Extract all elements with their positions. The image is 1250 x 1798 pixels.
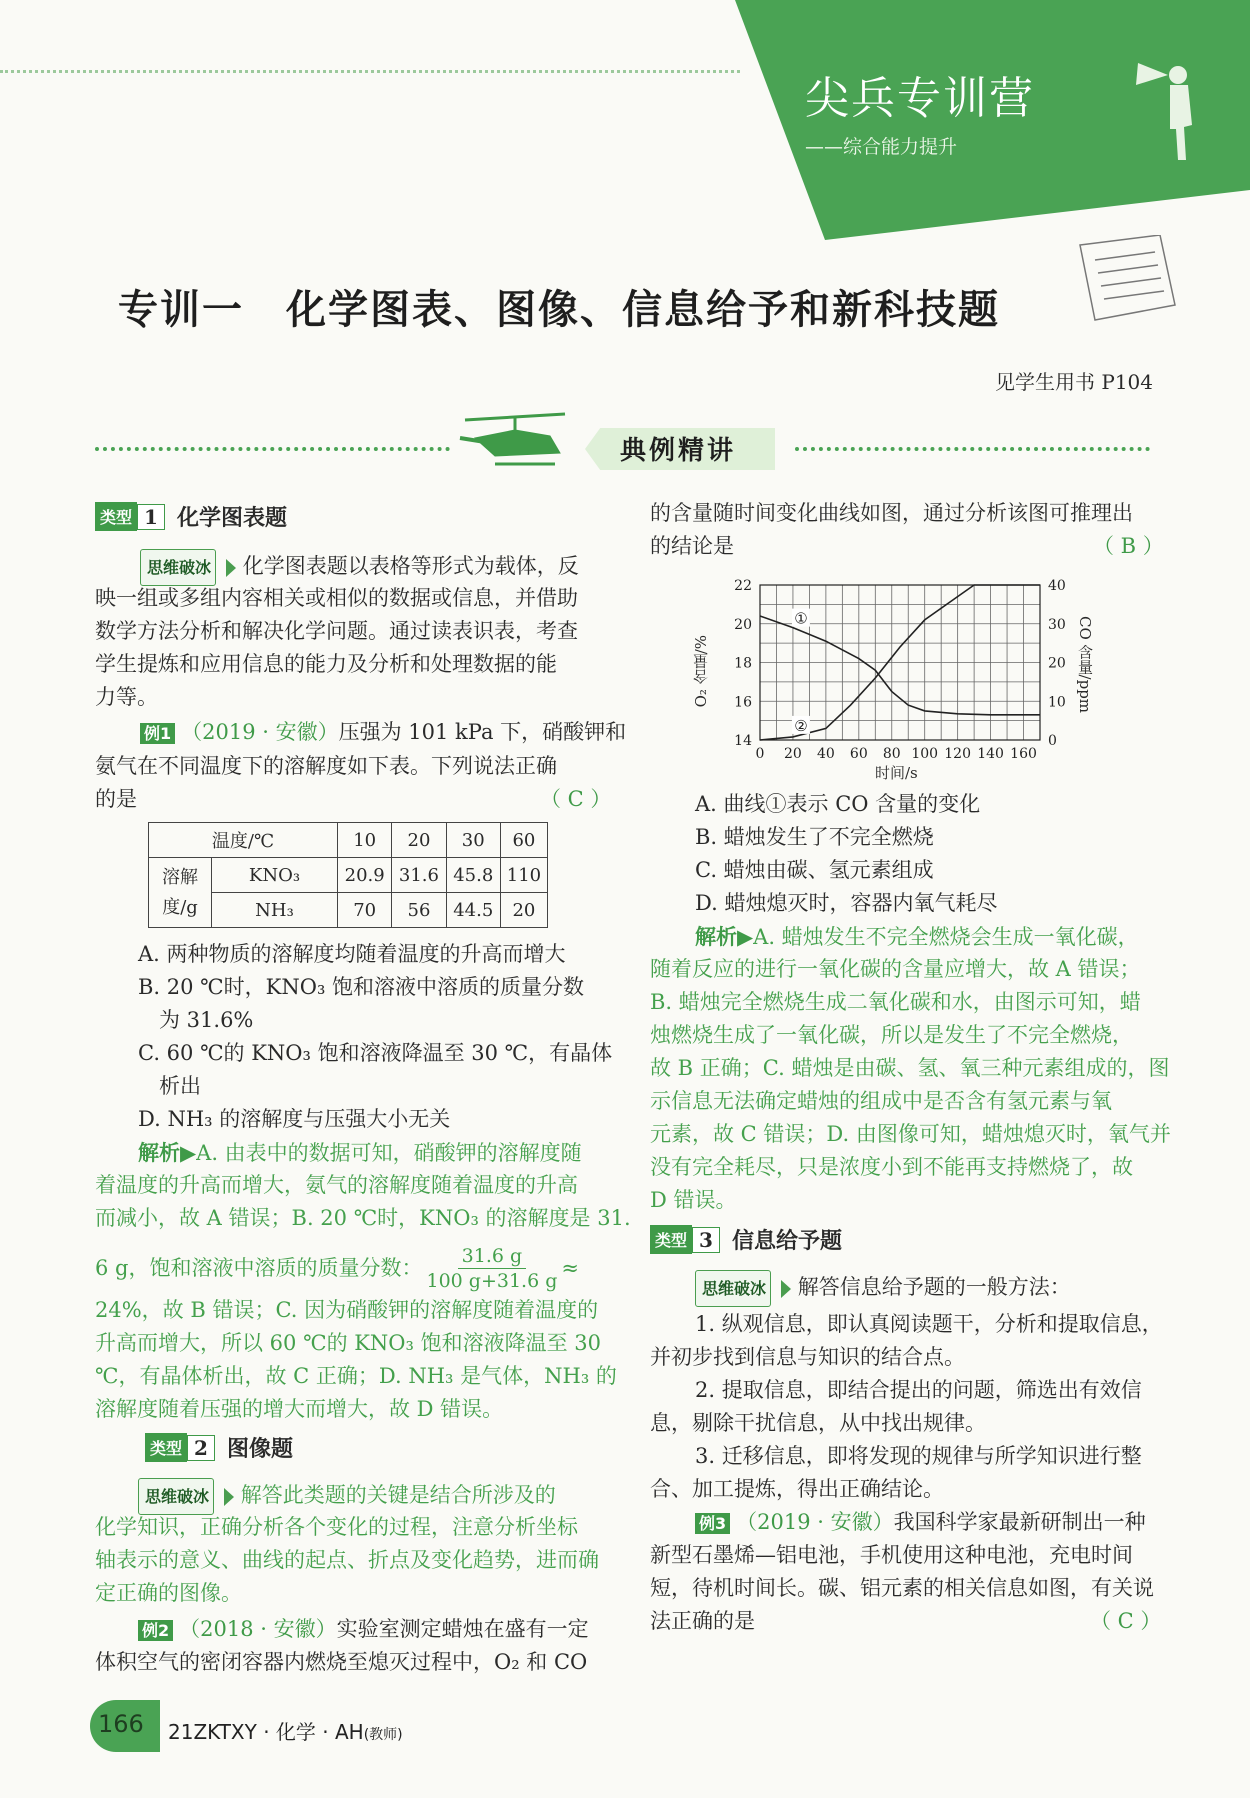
table-cell: 20 <box>500 893 547 928</box>
table-cell: 110 <box>500 858 547 893</box>
type2-title: 图像题 <box>226 1437 293 1462</box>
ex1-option: D. NH₃ 的溶解度与压强大小无关 <box>138 1107 451 1131</box>
table-substance: KNO₃ <box>212 858 338 893</box>
chart-x-tick-label: 20 <box>784 746 802 762</box>
chart-ylabel-right: CO 含量/ppm <box>1076 616 1094 714</box>
table-cell: 70 <box>338 893 392 928</box>
chart-x-tick-label: 0 <box>755 746 765 762</box>
ex1-analysis-line: 而减小，故 A 错误；B. 20 ℃时，KNO₃ 的溶解度是 31. <box>95 1206 631 1230</box>
fraction-denominator: 100 g+31.6 g <box>426 1270 558 1292</box>
ex2-cont-line: 的含量随时间变化曲线如图，通过分析该图可推理出 <box>650 501 1133 525</box>
chart-series-line <box>760 616 1040 715</box>
ex1-option: B. 20 ℃时，KNO₃ 饱和溶液中溶质的质量分数 <box>138 975 585 999</box>
type2-tag: 类型 <box>145 1433 187 1462</box>
chart-series-label: ① <box>794 609 808 628</box>
table-substance: NH₃ <box>212 893 338 928</box>
ex2-option: A. 曲线①表示 CO 含量的变化 <box>695 792 981 816</box>
ex1-analysis-line: 解析▶A. 由表中的数据可知，硝酸钾的溶解度随 <box>138 1140 582 1165</box>
ex1-analysis-line: 溶解度随着压强的增大而增大，故 D 错误。 <box>95 1397 504 1421</box>
ex2-tag: 例2 <box>138 1620 173 1641</box>
ex2-option: C. 蜡烛由碳、氢元素组成 <box>695 858 934 882</box>
ex2-source: （2018 · 安徽） <box>179 1617 337 1641</box>
o2-co-chart <box>690 565 1110 785</box>
ref-note: 见学生用书 P104 <box>995 370 1153 394</box>
chart-y-right-tick-label: 20 <box>1048 655 1066 672</box>
ex2-option: B. 蜡烛发生了不完全燃烧 <box>695 825 934 849</box>
ex2-analysis-line: D 错误。 <box>650 1188 737 1212</box>
page-number: 166 <box>98 1710 144 1738</box>
table-row-label: 溶解度/g <box>149 858 212 928</box>
t1-think-line: 学生提炼和应用信息的能力及分析和处理数据的能 <box>95 652 557 676</box>
table-temp: 20 <box>392 823 446 858</box>
ex1-line: 例1 （2019 · 安徽）压强为 101 kPa 下，硝酸钾和 <box>140 716 626 750</box>
ex1-line: 氨气在不同温度下的溶解度如下表。下列说法正确 <box>95 754 557 778</box>
t2-think-line: 定正确的图像。 <box>95 1581 242 1605</box>
t3-think-line: 3. 迁移信息，即将发现的规律与所学知识进行整 <box>695 1444 1142 1468</box>
chart-ylabel-left: O₂ 含量/% <box>692 635 710 708</box>
ex2-analysis-line: 没有完全耗尽，只是浓度小到不能再支持燃烧了，故 <box>650 1155 1133 1179</box>
ex1-line: 的是 <box>95 787 137 811</box>
analysis-label: 解析▶ <box>695 924 754 949</box>
t3-think-line: 息，剔除干扰信息，从中找出规律。 <box>650 1411 986 1435</box>
table-temp: 60 <box>500 823 547 858</box>
table-cell: 56 <box>392 893 446 928</box>
t3-think-line: 1. 纵观信息，即认真阅读题干，分析和提取信息， <box>695 1312 1163 1336</box>
ex2-line: 例2 （2018 · 安徽）实验室测定蜡烛在盛有一定 <box>138 1613 589 1647</box>
ex1-option: 为 31.6% <box>138 1008 254 1032</box>
section-dots-left <box>95 447 450 451</box>
ex2-analysis-line: 烛燃烧生成了一氧化碳，所以是发生了不完全燃烧， <box>650 1023 1133 1047</box>
ex2-cont-line: 的结论是 <box>650 534 734 558</box>
table-temp: 30 <box>446 823 500 858</box>
chart-y-left-tick-label: 16 <box>734 694 752 711</box>
ex1-analysis-fraction-line: 6 g，饱和溶液中溶质的质量分数： $\frac{31.6 g}{100 g+31.6 g}$ ≈ <box>95 1245 579 1292</box>
main-title: 专训一 化学图表、图像、信息给予和新科技题 <box>118 287 1000 333</box>
header-dotted-line <box>0 70 740 73</box>
chart-x-tick-label: 80 <box>882 746 901 762</box>
chart-y-right-tick-label: 40 <box>1048 578 1066 594</box>
ex1-answer: （ C ） <box>540 787 612 811</box>
think-arrow-icon <box>224 1488 234 1506</box>
ex2-answer: （ B ） <box>1093 534 1164 558</box>
ex2-analysis-line: 元素，故 C 错误；D. 由图像可知，蜡烛熄灭时，氧气并 <box>650 1122 1171 1146</box>
chart-y-left-tick-label: 20 <box>734 616 752 633</box>
chart-series-label: ② <box>794 716 808 735</box>
ex3-line: 短，待机时间长。碳、铝元素的相关信息如图，有关说 <box>650 1576 1154 1600</box>
footer-code: 21ZKTXY · 化学 · AH(教师) <box>168 1720 403 1744</box>
type1-title: 化学图表题 <box>176 506 287 531</box>
think-arrow-icon <box>781 1280 791 1298</box>
t1-think-line: 映一组或多组内容相关或相似的数据或信息，并借助 <box>95 586 578 610</box>
ex1-analysis-line: 着温度的升高而增大，氨气的溶解度随着温度的升高 <box>95 1173 578 1197</box>
ex3-source: （2019 · 安徽） <box>736 1510 894 1534</box>
table-cell: 31.6 <box>392 858 446 893</box>
ex1-option: 析出 <box>138 1074 201 1098</box>
ex3-line: 新型石墨烯—铝电池，手机使用这种电池，充电时间 <box>650 1543 1133 1567</box>
ex1-tag: 例1 <box>140 723 175 744</box>
type3-heading <box>650 1224 842 1255</box>
type1-heading <box>95 501 287 532</box>
section-heading: 典例精讲 <box>620 436 737 466</box>
t1-think-line: 数学方法分析和解决化学问题。通过读表识表，考查 <box>95 619 578 643</box>
chart-y-right-tick-label: 10 <box>1048 694 1066 711</box>
banner-subtitle: ——综合能力提升 <box>805 136 958 158</box>
type3-title: 信息给予题 <box>731 1229 842 1254</box>
chart-x-tick-label: 140 <box>977 746 1004 762</box>
type2-heading <box>145 1432 293 1463</box>
t2-think-line: 化学知识，正确分析各个变化的过程，注意分析坐标 <box>95 1515 578 1539</box>
t3-think-line: 2. 提取信息，即结合提出的问题，筛选出有效信 <box>695 1378 1142 1402</box>
trumpeter-icon <box>1130 55 1205 165</box>
chart-y-left-tick-label: 18 <box>734 655 752 672</box>
t3-think-line: 并初步找到信息与知识的结合点。 <box>650 1345 965 1369</box>
ex2-analysis-line: 随着反应的进行一氧化碳的含量应增大，故 A 错误； <box>650 957 1141 981</box>
ex2-analysis-line: 故 B 正确；C. 蜡烛是由碳、氢、氧三种元素组成的，图 <box>650 1056 1170 1080</box>
section-dots-right <box>795 447 1150 451</box>
chart-x-tick-label: 100 <box>911 746 939 762</box>
chart-x-tick-label: 60 <box>849 746 868 762</box>
t3-think-line: 思维破冰 解答信息给予题的一般方法： <box>695 1270 1071 1307</box>
ex1-option: A. 两种物质的溶解度均随着温度的升高而增大 <box>138 942 566 966</box>
type3-tag: 类型 <box>650 1225 692 1254</box>
table-cell: 44.5 <box>446 893 500 928</box>
chart-y-left-tick-label: 22 <box>734 578 752 594</box>
ex3-answer: （ C ） <box>1090 1609 1162 1633</box>
table-temp: 10 <box>338 823 392 858</box>
think-label: 思维破冰 <box>140 549 216 586</box>
think-label: 思维破冰 <box>138 1478 214 1515</box>
t1-think-line: 力等。 <box>95 685 158 709</box>
chart-xlabel: 时间/s <box>875 764 918 782</box>
ex1-option: C. 60 ℃的 KNO₃ 饱和溶液降温至 30 ℃，有晶体 <box>138 1041 613 1065</box>
type1-tag: 类型 <box>95 502 137 531</box>
chart-y-right-tick-label: 0 <box>1048 733 1057 749</box>
ex3-line: 例3 （2019 · 安徽）我国科学家最新研制出一种 <box>695 1506 1146 1540</box>
table-cell: 20.9 <box>338 858 392 893</box>
ex3-line: 法正确的是 <box>650 1609 755 1633</box>
analysis-label: 解析▶ <box>138 1140 197 1165</box>
type1-num: 1 <box>137 504 165 530</box>
chart-x-tick-label: 40 <box>816 746 835 762</box>
t1-think-line: 思维破冰 化学图表题以表格等形式为载体，反 <box>140 549 579 586</box>
chart-x-tick-label: 120 <box>944 746 972 762</box>
t3-think-line: 合、加工提炼，得出正确结论。 <box>650 1477 944 1501</box>
think-label: 思维破冰 <box>695 1270 771 1307</box>
table-header-label: 温度/℃ <box>149 823 338 858</box>
ex1-analysis-line: 升高而增大，所以 60 ℃的 KNO₃ 饱和溶液降温至 30 <box>95 1331 602 1355</box>
ex1-analysis-line: 24%，故 B 错误；C. 因为硝酸钾的溶解度随着温度的 <box>95 1298 599 1322</box>
chart-y-left-tick-label: 14 <box>734 733 752 749</box>
type2-num: 2 <box>187 1435 215 1461</box>
ex1-source: （2019 · 安徽） <box>181 720 339 744</box>
t2-think-line: 思维破冰 解答此类题的关键是结合所涉及的 <box>138 1478 556 1515</box>
book-stamp-icon <box>1060 235 1180 345</box>
think-arrow-icon <box>226 559 236 577</box>
banner-title: 尖兵专训营 <box>805 73 1035 124</box>
ex2-analysis-line: B. 蜡烛完全燃烧生成二氧化碳和水，由图示可知，蜡 <box>650 990 1141 1014</box>
type3-num: 3 <box>692 1227 720 1253</box>
ex1-analysis-line: ℃，有晶体析出，故 C 正确；D. NH₃ 是气体，NH₃ 的 <box>95 1364 617 1388</box>
solubility-table <box>148 822 548 928</box>
helicopter-icon <box>455 408 575 473</box>
ex2-analysis-line: 示信息无法确定蜡烛的组成中是否含有氢元素与氧 <box>650 1089 1112 1113</box>
ex2-analysis-line: 解析▶A. 蜡烛发生不完全燃烧会生成一氧化碳， <box>695 924 1139 949</box>
t2-think-line: 轴表示的意义、曲线的起点、折点及变化趋势，进而确 <box>95 1548 599 1572</box>
chart-x-tick-label: 160 <box>1010 746 1037 762</box>
footer-edition: (教师) <box>363 1727 403 1743</box>
ex2-option: D. 蜡烛熄灭时，容器内氧气耗尽 <box>695 891 998 915</box>
ex2-line: 体积空气的密闭容器内燃烧至熄灭过程中，O₂ 和 CO <box>95 1650 588 1674</box>
ex3-tag: 例3 <box>695 1513 730 1534</box>
fraction-numerator: 31.6 g <box>458 1244 527 1269</box>
table-cell: 45.8 <box>446 858 500 893</box>
chart-y-right-tick-label: 30 <box>1048 616 1066 633</box>
